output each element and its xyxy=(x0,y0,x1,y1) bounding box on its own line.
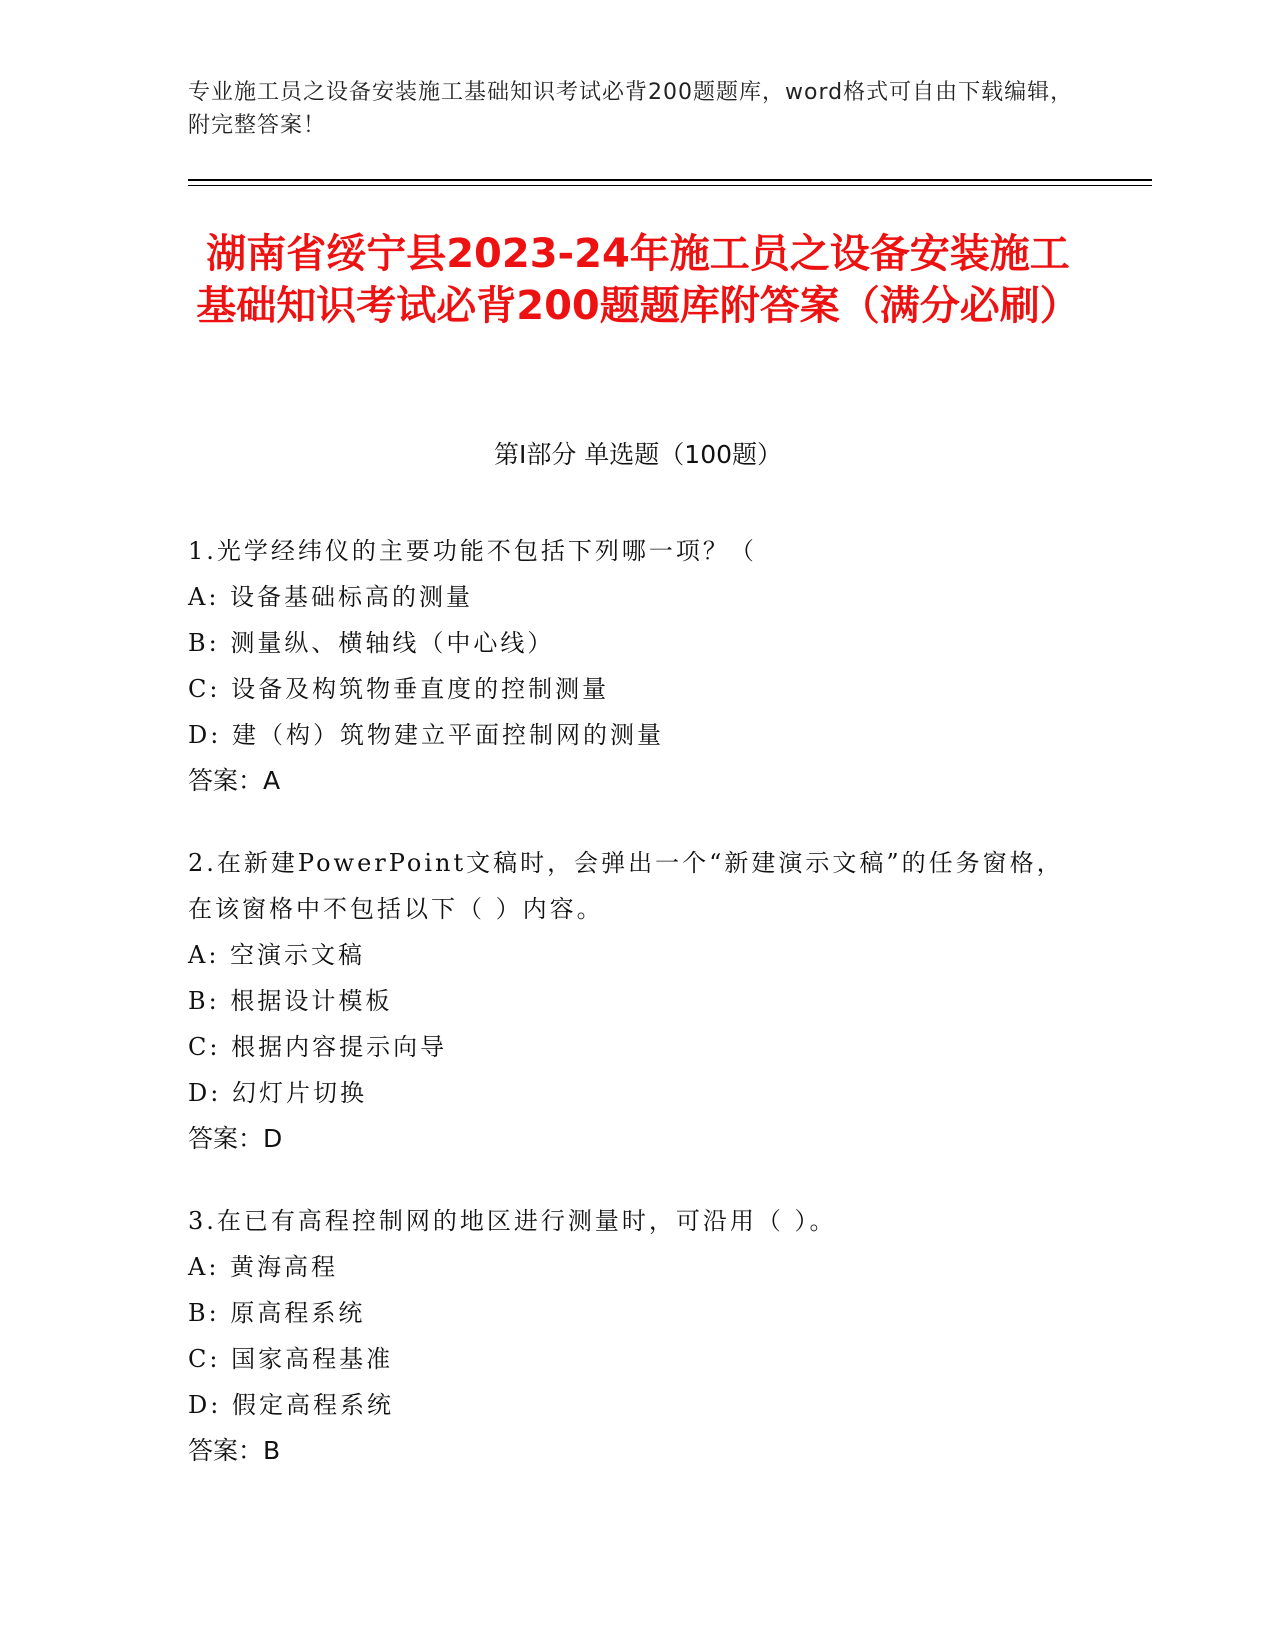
option-c: C: 国家高程基准 xyxy=(188,1345,394,1373)
option-b: B: 根据设计模板 xyxy=(188,987,393,1015)
option-b: B: 测量纵、横轴线（中心线） xyxy=(188,629,555,657)
answer: 答案：A xyxy=(188,766,281,795)
option-a: A: 空演示文稿 xyxy=(188,941,366,969)
option-a: A: 黄海高程 xyxy=(188,1253,339,1281)
question-2 xyxy=(188,840,1088,1162)
question-list xyxy=(188,528,1088,1510)
option-d: D: 幻灯片切换 xyxy=(188,1079,367,1107)
header-rule-thin xyxy=(188,185,1152,186)
question-1 xyxy=(188,528,1088,804)
option-d: D: 假定高程系统 xyxy=(188,1391,394,1419)
header-note: 专业施工员之设备安装施工基础知识考试必背200题题库，word格式可自由下载编辑，附完整答案！ xyxy=(188,80,1074,138)
option-c: C: 设备及构筑物垂直度的控制测量 xyxy=(188,675,610,703)
question-stem: 2.在新建PowerPoint文稿时，会弹出一个“新建演示文稿”的任务窗格，在该窗格中不包括以下（ ）内容。 xyxy=(188,849,1064,923)
option-c: C: 根据内容提示向导 xyxy=(188,1033,448,1061)
answer: 答案：D xyxy=(188,1124,283,1153)
question-stem: 1.光学经纬仪的主要功能不包括下列哪一项？（ xyxy=(188,537,757,565)
option-b: B: 原高程系统 xyxy=(188,1299,366,1327)
document-title: 湖南省绥宁县2023-24年施工员之设备安装施工基础知识考试必背200题题库附答案（满分必刷） xyxy=(196,231,1080,329)
option-d: D: 建（构）筑物建立平面控制网的测量 xyxy=(188,721,664,749)
answer: 答案：B xyxy=(188,1436,281,1465)
question-3 xyxy=(188,1198,1088,1474)
option-a: A: 设备基础标高的测量 xyxy=(188,583,474,611)
section-heading: 第I部分 单选题（100题） xyxy=(493,440,783,469)
header-rule-thick xyxy=(188,179,1152,181)
question-stem: 3.在已有高程控制网的地区进行测量时，可沿用（ ）。 xyxy=(188,1207,837,1235)
